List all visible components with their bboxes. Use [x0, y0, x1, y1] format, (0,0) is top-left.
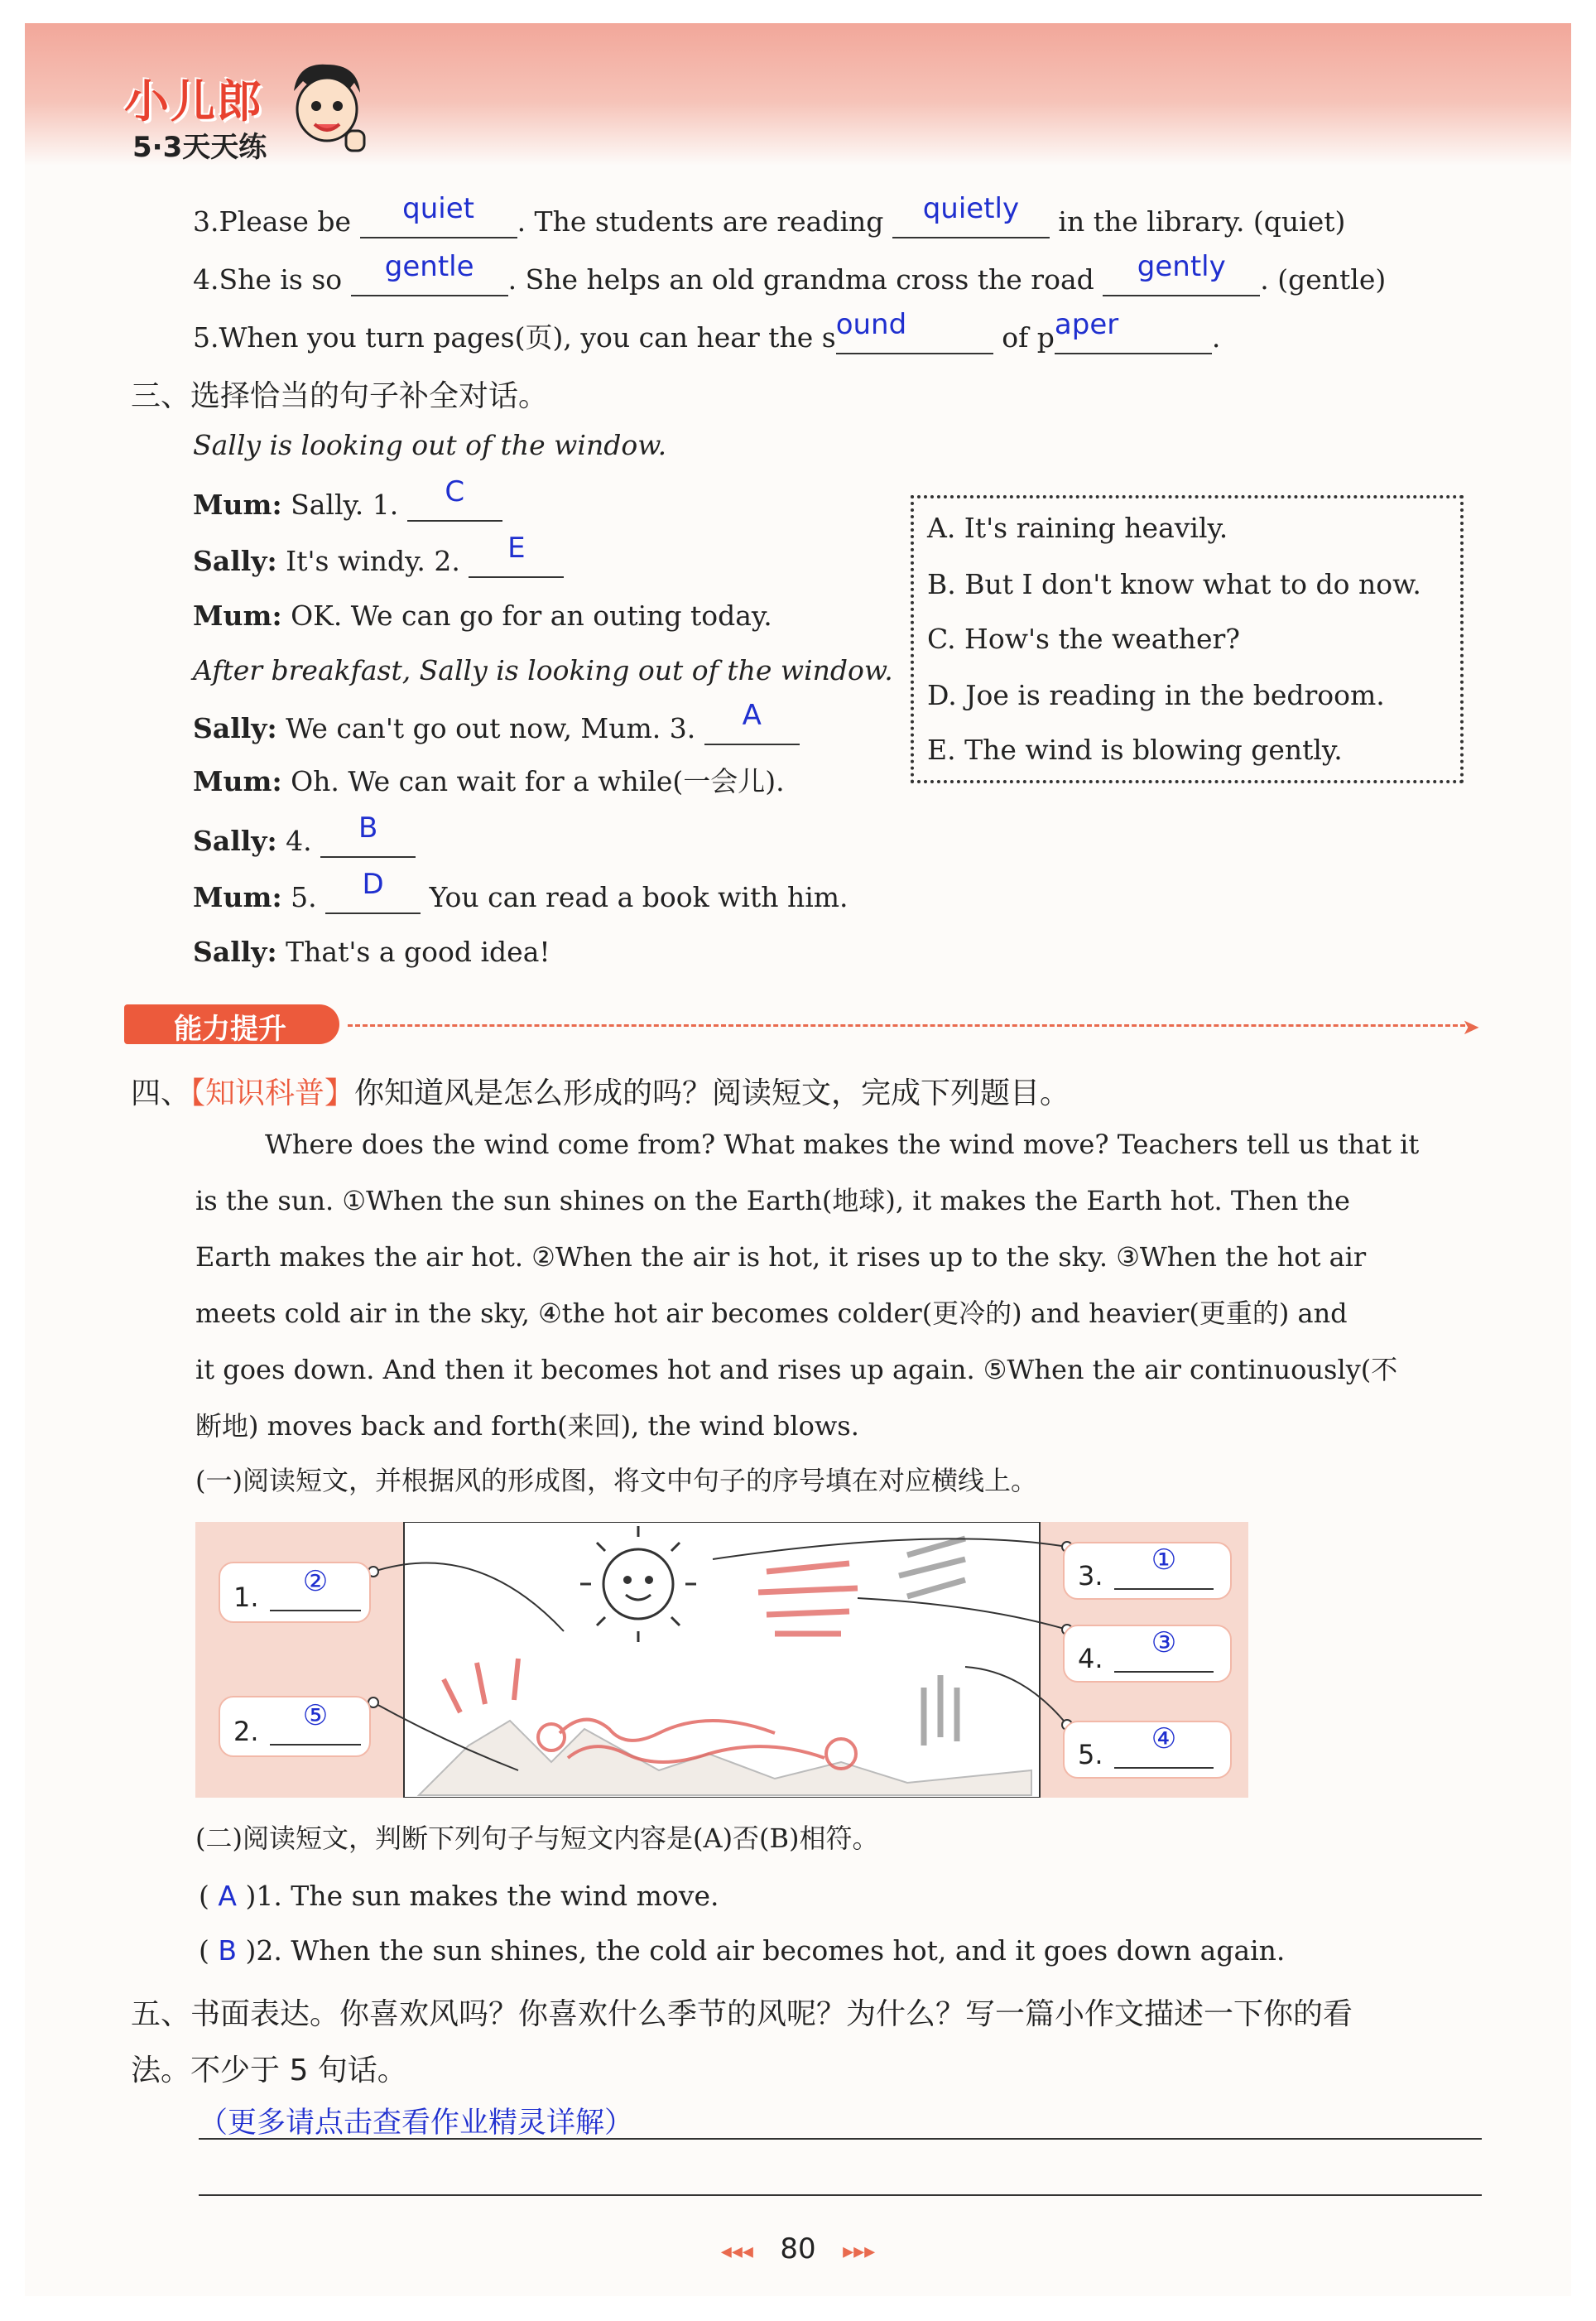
brand-subtitle: 5·3天天练 [132, 131, 267, 164]
passage-line-6: 断地) moves back and forth(来回), the wind blows. [195, 1410, 859, 1442]
option-e: E. The wind is blowing gently. [927, 734, 1343, 766]
diagram-label-5: 5. ④ [1063, 1721, 1232, 1779]
next-arrows-icon: ▸▸▸ [843, 2239, 876, 2264]
q2-item-3: 3.Please be quiet . The students are reading quietly in the library. (quiet) [193, 192, 1346, 238]
ability-banner-label: 能力提升 [174, 1013, 286, 1046]
passage-line-2: is the sun. ①When the sun shines on the Earth(地球), it makes the Earth hot. Then the [195, 1185, 1350, 1216]
q2-item-5: 5.When you turn pages(页), you can hear the sound of paper . [193, 308, 1221, 354]
dialog-line-7: Mum: 5. D You can read a book with him. [193, 868, 848, 913]
dialog-line-3: Mum: OK. We can go for an outing today. [193, 600, 772, 632]
section3-title: 三、选择恰当的句子补全对话。 [131, 379, 549, 413]
passage-line-5: it goes down. And then it becomes hot and rises up again. ⑤When the air continuously(不 [195, 1354, 1398, 1385]
banner-divider [348, 1024, 1465, 1027]
more-details-link[interactable]: （更多请点击查看作业精灵详解） [199, 2107, 634, 2140]
passage-line-3: Earth makes the air hot. ②When the air is hot, it rises up to the sky. ③When the hot air [195, 1241, 1367, 1273]
dialog-line-8: Sally: That's a good idea! [193, 936, 550, 968]
judge-2: ( B )2. When the sun shines, the cold air becomes hot, and it goes down again. [199, 1934, 1286, 1967]
wind-diagram [195, 1522, 1248, 1798]
judge-1: ( A )1. The sun makes the wind move. [199, 1880, 719, 1912]
passage-line-1: Where does the wind come from? What makes the wind move? Teachers tell us that it [265, 1129, 1420, 1160]
scene-2: After breakfast, Sally is looking out of the window. [193, 654, 893, 686]
diagram-label-1: 1. ② [219, 1562, 371, 1623]
prev-arrows-icon: ◂◂◂ [720, 2239, 753, 2264]
dialog-line-2: Sally: It's windy. 2. E [193, 543, 564, 578]
mascot-icon [281, 58, 373, 157]
option-c: C. How's the weather? [927, 623, 1240, 655]
diagram-label-2: 2. ⑤ [219, 1696, 371, 1757]
page-footer [0, 2232, 1596, 2266]
science-tag: 【知识科普】 [190, 1076, 355, 1110]
dialog-line-6: Sally: 4. B [193, 823, 416, 858]
part1-instruction: (一)阅读短文，并根据风的形成图，将文中句子的序号填在对应横线上。 [195, 1465, 1037, 1496]
passage-line-4: meets cold air in the sky, ④the hot air becomes colder(更冷的) and heavier(更重的) and [195, 1298, 1348, 1329]
option-a: A. It's raining heavily. [927, 512, 1228, 544]
diagram-label-3: 3. ① [1063, 1542, 1232, 1600]
option-b: B. But I don't know what to do now. [927, 568, 1421, 600]
arrow-right-icon: ➤ [1462, 1015, 1480, 1040]
part2-instruction: (二)阅读短文，判断下列句子与短文内容是(A)否(B)相符。 [195, 1823, 879, 1854]
diagram-label-4: 4. ③ [1063, 1625, 1232, 1683]
section5-line-2: 法。不少于 5 句话。 [131, 2054, 407, 2087]
page-number: 80 [780, 2232, 816, 2266]
section5-line-1: 五、书面表达。你喜欢风吗？你喜欢什么季节的风呢？为什么？写一篇小作文描述一下你的看 [131, 1997, 1353, 2031]
writing-line-1[interactable] [199, 2138, 1482, 2140]
dialog-line-4: Sally: We can't go out now, Mum. 3. A [193, 710, 800, 745]
dialog-line-1: Mum: Sally. 1. C [193, 487, 502, 522]
dialog-line-5: Mum: Oh. We can wait for a while(一会儿). [193, 765, 785, 797]
scene-1: Sally is looking out of the window. [193, 429, 667, 461]
q2-item-4: 4.She is so gentle . She helps an old grandma cross the road gently . (gentle) [193, 250, 1387, 296]
section4-title: 四、【知识科普】你知道风是怎么形成的吗？阅读短文，完成下列题目。 [131, 1076, 1070, 1110]
option-d: D. Joe is reading in the bedroom. [927, 679, 1385, 711]
writing-line-2[interactable] [199, 2194, 1482, 2196]
options-box [911, 495, 1464, 783]
brand-logo: 小儿郎 [124, 75, 263, 128]
